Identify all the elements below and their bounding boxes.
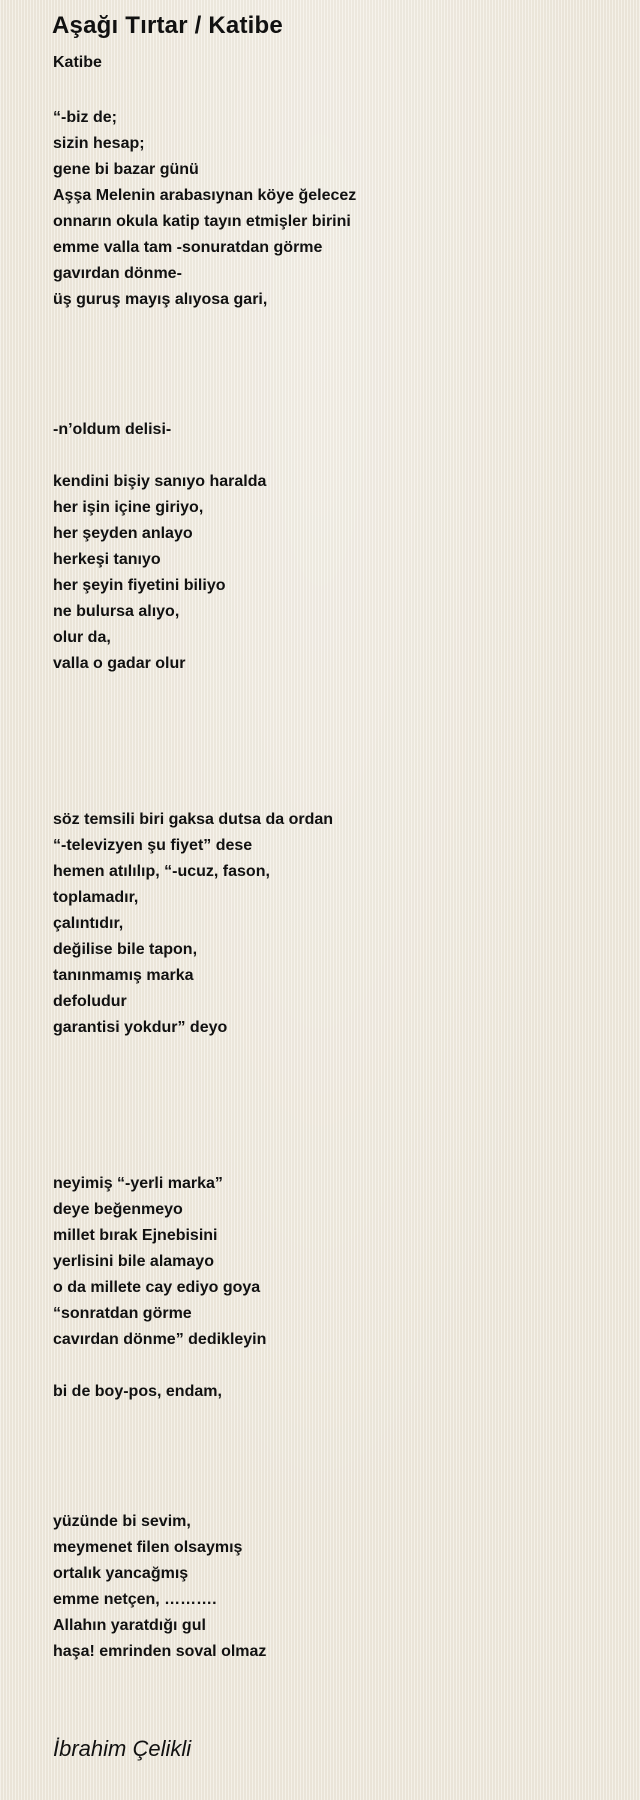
poem-line: olur da,	[53, 629, 111, 646]
stanza	[53, 807, 613, 1041]
poem-author: İbrahim Çelikli	[53, 1736, 192, 1761]
stanza	[53, 417, 613, 443]
poem-line: “-biz de;	[53, 109, 117, 126]
stanza	[53, 105, 613, 313]
poem-line: her şeyin fiyetini biliyo	[53, 577, 226, 594]
poem-line: neyimiş “-yerli marka”	[53, 1175, 223, 1192]
poem-line: “-televizyen şu fiyet” dese	[53, 837, 253, 854]
poem-line: garantisi yokdur” deyo	[53, 1019, 228, 1036]
poem-line: emme netçen, ……….	[53, 1591, 217, 1608]
poem-title: Aşağı Tırtar / Katibe	[52, 12, 283, 39]
poem-line: -n’oldum delisi-	[53, 421, 172, 438]
poem-line: emme valla tam -sonuratdan görme	[53, 239, 323, 256]
stanza	[53, 469, 613, 677]
poem-subtitle: Katibe	[53, 54, 102, 71]
poem-line: her şeyden anlayo	[53, 525, 193, 542]
poem-line: gene bi bazar günü	[53, 161, 199, 178]
poem-line: yerlisini bile alamayo	[53, 1253, 214, 1270]
poem-line: tanınmamış marka	[53, 967, 194, 984]
poem-line: “sonratdan görme	[53, 1305, 192, 1322]
poem-line: değilise bile tapon,	[53, 941, 198, 958]
poem-line: millet bırak Ejnebisini	[53, 1227, 218, 1244]
poem-line: toplamadır,	[53, 889, 139, 906]
poem-line: cavırdan dönme” dedikleyin	[53, 1331, 267, 1348]
poem-line: her işin içine giriyo,	[53, 499, 204, 516]
poem-line: ortalık yancağmış	[53, 1565, 189, 1582]
poem-line: herkeşi tanıyo	[53, 551, 161, 568]
poem-line: o da millete cay ediyo goya	[53, 1279, 261, 1296]
poem-line: kendini bişiy sanıyo haralda	[53, 473, 267, 490]
poem-line: onnarın okula katip tayın etmişler birini	[53, 213, 351, 230]
poem-line: söz temsili biri gaksa dutsa da ordan	[53, 811, 334, 828]
stanza	[53, 1379, 613, 1405]
poem-line: valla o gadar olur	[53, 655, 186, 672]
poem-line: defoludur	[53, 993, 127, 1010]
poem-line: yüzünde bi sevim,	[53, 1513, 191, 1530]
poem-line: çalıntıdır,	[53, 915, 124, 932]
poem-line: bi de boy-pos, endam,	[53, 1383, 222, 1400]
poem-line: haşa! emrinden soval olmaz	[53, 1643, 267, 1660]
poem-line: sizin hesap;	[53, 135, 145, 152]
poem-line: hemen atılılıp, “-ucuz, fason,	[53, 863, 270, 880]
poem-line: gavırdan dönme-	[53, 265, 182, 282]
poem-line: deye beğenmeyo	[53, 1201, 183, 1218]
stanza	[53, 1509, 613, 1665]
poem-line: Allahın yaratdığı gul	[53, 1617, 206, 1634]
poem-line: meymenet filen olsaymış	[53, 1539, 243, 1556]
poem-line: üş guruş mayış alıyosa gari,	[53, 291, 268, 308]
poem-body	[53, 105, 613, 1665]
poem-line: Aşşa Melenin arabasıynan köye ğelecez	[53, 187, 357, 204]
stanza	[53, 1171, 613, 1353]
poem-line: ne bulursa alıyo,	[53, 603, 180, 620]
